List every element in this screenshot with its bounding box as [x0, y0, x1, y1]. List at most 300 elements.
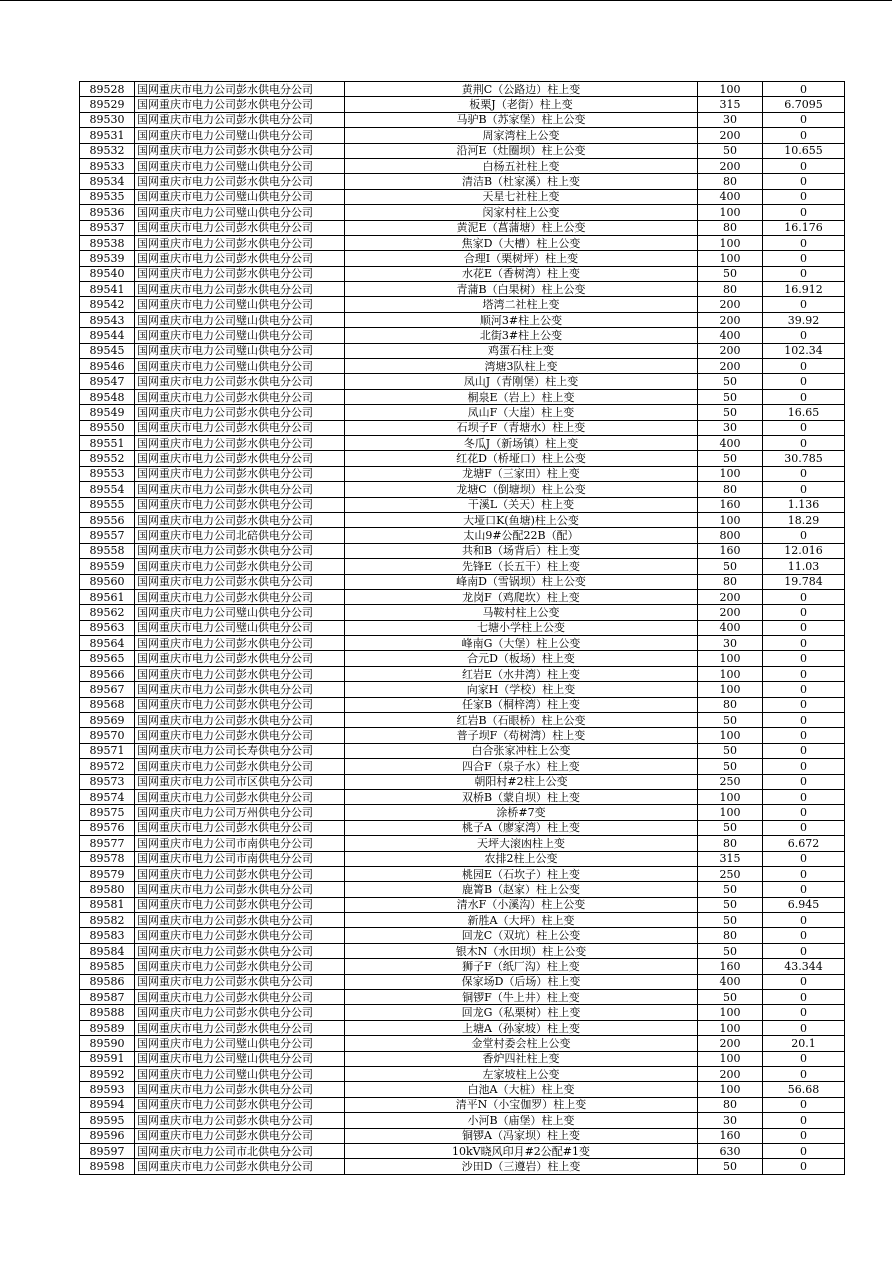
row-capacity: 200 [698, 1067, 763, 1082]
row-transformer-name: 共和B（场背后）柱上变 [345, 543, 698, 558]
row-company: 国网重庆市电力公司长寿供电分公司 [135, 743, 345, 758]
row-value: 20.1 [763, 1036, 845, 1051]
row-value: 0 [763, 1067, 845, 1082]
row-company: 国网重庆市电力公司彭水供电分公司 [135, 497, 345, 512]
table-row [80, 820, 845, 835]
row-capacity: 50 [698, 897, 763, 912]
row-id: 89554 [80, 482, 135, 497]
table-row [80, 205, 845, 220]
row-value: 6.945 [763, 897, 845, 912]
row-id: 89590 [80, 1036, 135, 1051]
row-capacity: 100 [698, 1005, 763, 1020]
row-company: 国网重庆市电力公司彭水供电分公司 [135, 451, 345, 466]
row-value: 0 [763, 235, 845, 250]
row-transformer-name: 龙岗F（鸡爬坎）柱上变 [345, 589, 698, 604]
row-id: 89536 [80, 205, 135, 220]
table-row [80, 297, 845, 312]
row-company: 国网重庆市电力公司彭水供电分公司 [135, 143, 345, 158]
row-id: 89551 [80, 435, 135, 450]
row-value: 0 [763, 158, 845, 173]
row-company: 国网重庆市电力公司璧山供电分公司 [135, 343, 345, 358]
row-transformer-name: 上塘A（孙家坡）柱上变 [345, 1020, 698, 1035]
row-capacity: 100 [698, 1020, 763, 1035]
row-id: 89580 [80, 882, 135, 897]
row-transformer-name: 白池A（大桩）柱上变 [345, 1082, 698, 1097]
table-row [80, 651, 845, 666]
row-transformer-name: 铜锣F（牛上井）柱上变 [345, 990, 698, 1005]
row-company: 国网重庆市电力公司彭水供电分公司 [135, 543, 345, 558]
row-capacity: 250 [698, 774, 763, 789]
row-capacity: 160 [698, 543, 763, 558]
table-row [80, 543, 845, 558]
row-capacity: 200 [698, 312, 763, 327]
row-company: 国网重庆市电力公司璧山供电分公司 [135, 620, 345, 635]
row-capacity: 50 [698, 713, 763, 728]
table-row [80, 682, 845, 697]
row-company: 国网重庆市电力公司彭水供电分公司 [135, 651, 345, 666]
table-row [80, 158, 845, 173]
table-row [80, 759, 845, 774]
row-transformer-name: 峰南D（雪锅坝）柱上公变 [345, 574, 698, 589]
table-row [80, 420, 845, 435]
row-transformer-name: 红岩B（石眼桥）柱上公变 [345, 713, 698, 728]
row-transformer-name: 冬瓜J（新场镇）柱上变 [345, 435, 698, 450]
row-id: 89577 [80, 836, 135, 851]
row-value: 0 [763, 482, 845, 497]
row-company: 国网重庆市电力公司璧山供电分公司 [135, 328, 345, 343]
row-id: 89591 [80, 1051, 135, 1066]
row-company: 国网重庆市电力公司市北供电分公司 [135, 1143, 345, 1158]
row-id: 89578 [80, 851, 135, 866]
row-capacity: 100 [698, 805, 763, 820]
row-id: 89545 [80, 343, 135, 358]
row-id: 89598 [80, 1159, 135, 1174]
table-row [80, 974, 845, 989]
row-value: 18.29 [763, 512, 845, 527]
row-capacity: 800 [698, 528, 763, 543]
row-capacity: 100 [698, 651, 763, 666]
row-transformer-name: 先锋E（长五干）柱上变 [345, 559, 698, 574]
row-capacity: 630 [698, 1143, 763, 1158]
row-transformer-name: 任家B（桐梓湾）柱上变 [345, 697, 698, 712]
row-company: 国网重庆市电力公司彭水供电分公司 [135, 789, 345, 804]
row-company: 国网重庆市电力公司彭水供电分公司 [135, 1159, 345, 1174]
row-capacity: 315 [698, 851, 763, 866]
row-capacity: 100 [698, 251, 763, 266]
row-company: 国网重庆市电力公司彭水供电分公司 [135, 928, 345, 943]
table-row [80, 174, 845, 189]
row-value: 1.136 [763, 497, 845, 512]
row-company: 国网重庆市电力公司璧山供电分公司 [135, 359, 345, 374]
row-company: 国网重庆市电力公司璧山供电分公司 [135, 1036, 345, 1051]
row-transformer-name: 普子坝F（苟树湾）柱上变 [345, 728, 698, 743]
table-row [80, 97, 845, 112]
transformer-table [79, 81, 845, 1175]
table-row [80, 374, 845, 389]
table-row [80, 559, 845, 574]
row-id: 89567 [80, 682, 135, 697]
table-row [80, 282, 845, 297]
row-id: 89579 [80, 866, 135, 881]
row-company: 国网重庆市电力公司彭水供电分公司 [135, 512, 345, 527]
row-value: 0 [763, 374, 845, 389]
row-transformer-name: 狮子F（纸厂沟）柱上变 [345, 959, 698, 974]
row-transformer-name: 合理I（栗树坪）柱上变 [345, 251, 698, 266]
row-id: 89553 [80, 466, 135, 481]
row-id: 89565 [80, 651, 135, 666]
row-capacity: 50 [698, 882, 763, 897]
row-id: 89563 [80, 620, 135, 635]
row-id: 89538 [80, 235, 135, 250]
row-company: 国网重庆市电力公司彭水供电分公司 [135, 882, 345, 897]
row-id: 89597 [80, 1143, 135, 1158]
table-row [80, 1128, 845, 1143]
row-company: 国网重庆市电力公司彭水供电分公司 [135, 405, 345, 420]
row-company: 国网重庆市电力公司彭水供电分公司 [135, 697, 345, 712]
row-capacity: 160 [698, 959, 763, 974]
row-company: 国网重庆市电力公司彭水供电分公司 [135, 112, 345, 127]
table-row [80, 389, 845, 404]
row-capacity: 50 [698, 389, 763, 404]
row-transformer-name: 石坝子F（青塘水）柱上变 [345, 420, 698, 435]
row-company: 国网重庆市电力公司市南供电分公司 [135, 836, 345, 851]
row-id: 89568 [80, 697, 135, 712]
row-transformer-name: 太山9#公配22B（配） [345, 528, 698, 543]
row-transformer-name: 天星七社柱上变 [345, 189, 698, 204]
table-row [80, 836, 845, 851]
row-capacity: 80 [698, 836, 763, 851]
table-row [80, 574, 845, 589]
table-row [80, 435, 845, 450]
row-id: 89571 [80, 743, 135, 758]
row-capacity: 100 [698, 1051, 763, 1066]
row-company: 国网重庆市电力公司彭水供电分公司 [135, 666, 345, 681]
top-rule [0, 0, 892, 1]
row-capacity: 400 [698, 435, 763, 450]
row-capacity: 200 [698, 359, 763, 374]
row-company: 国网重庆市电力公司璧山供电分公司 [135, 297, 345, 312]
row-id: 89541 [80, 282, 135, 297]
table-row [80, 512, 845, 527]
row-capacity: 30 [698, 636, 763, 651]
row-id: 89594 [80, 1097, 135, 1112]
row-transformer-name: 干溪L（关天）柱上变 [345, 497, 698, 512]
table-row [80, 605, 845, 620]
row-capacity: 315 [698, 97, 763, 112]
row-id: 89564 [80, 636, 135, 651]
table-row [80, 866, 845, 881]
row-value: 0 [763, 174, 845, 189]
table-row [80, 451, 845, 466]
row-company: 国网重庆市电力公司彭水供电分公司 [135, 728, 345, 743]
row-capacity: 200 [698, 605, 763, 620]
row-company: 国网重庆市电力公司彭水供电分公司 [135, 1020, 345, 1035]
table-row [80, 466, 845, 481]
row-id: 89559 [80, 559, 135, 574]
row-transformer-name: 白合张家冲柱上公变 [345, 743, 698, 758]
row-company: 国网重庆市电力公司彭水供电分公司 [135, 1113, 345, 1128]
row-id: 89533 [80, 158, 135, 173]
row-capacity: 30 [698, 420, 763, 435]
table-row [80, 220, 845, 235]
row-company: 国网重庆市电力公司彭水供电分公司 [135, 420, 345, 435]
row-company: 国网重庆市电力公司璧山供电分公司 [135, 158, 345, 173]
row-company: 国网重庆市电力公司璧山供电分公司 [135, 312, 345, 327]
row-id: 89530 [80, 112, 135, 127]
row-value: 0 [763, 1143, 845, 1158]
table-body [80, 82, 845, 1175]
row-transformer-name: 农排2柱上公变 [345, 851, 698, 866]
row-value: 0 [763, 251, 845, 266]
row-id: 89543 [80, 312, 135, 327]
table-row [80, 251, 845, 266]
row-transformer-name: 焦家D（大槽）柱上公变 [345, 235, 698, 250]
table-row [80, 851, 845, 866]
row-value: 0 [763, 974, 845, 989]
row-value: 0 [763, 713, 845, 728]
table-row [80, 328, 845, 343]
row-company: 国网重庆市电力公司璧山供电分公司 [135, 189, 345, 204]
table-row [80, 405, 845, 420]
row-capacity: 80 [698, 174, 763, 189]
row-company: 国网重庆市电力公司彭水供电分公司 [135, 282, 345, 297]
row-company: 国网重庆市电力公司彭水供电分公司 [135, 1082, 345, 1097]
row-value: 0 [763, 866, 845, 881]
row-value: 0 [763, 389, 845, 404]
row-company: 国网重庆市电力公司彭水供电分公司 [135, 266, 345, 281]
row-value: 0 [763, 1051, 845, 1066]
row-id: 89574 [80, 789, 135, 804]
row-value: 0 [763, 743, 845, 758]
row-id: 89576 [80, 820, 135, 835]
row-value: 0 [763, 728, 845, 743]
row-transformer-name: 合元D（板场）柱上变 [345, 651, 698, 666]
row-transformer-name: 香炉四社柱上变 [345, 1051, 698, 1066]
row-value: 0 [763, 1128, 845, 1143]
row-company: 国网重庆市电力公司彭水供电分公司 [135, 574, 345, 589]
row-transformer-name: 沿河E（灶圈坝）柱上公变 [345, 143, 698, 158]
row-value: 16.65 [763, 405, 845, 420]
row-capacity: 80 [698, 574, 763, 589]
row-capacity: 100 [698, 512, 763, 527]
row-value: 0 [763, 943, 845, 958]
row-company: 国网重庆市电力公司彭水供电分公司 [135, 174, 345, 189]
row-id: 89572 [80, 759, 135, 774]
table-row [80, 882, 845, 897]
row-transformer-name: 清水F（小溪沟）柱上公变 [345, 897, 698, 912]
row-id: 89555 [80, 497, 135, 512]
row-value: 0 [763, 1159, 845, 1174]
row-transformer-name: 铜锣A（冯家坝）柱上变 [345, 1128, 698, 1143]
row-value: 0 [763, 589, 845, 604]
row-capacity: 30 [698, 112, 763, 127]
row-id: 89552 [80, 451, 135, 466]
table-row [80, 482, 845, 497]
row-capacity: 80 [698, 928, 763, 943]
row-value: 0 [763, 189, 845, 204]
row-value: 0 [763, 759, 845, 774]
row-capacity: 50 [698, 743, 763, 758]
row-id: 89548 [80, 389, 135, 404]
row-company: 国网重庆市电力公司彭水供电分公司 [135, 482, 345, 497]
table-row [80, 1020, 845, 1035]
row-company: 国网重庆市电力公司彭水供电分公司 [135, 1097, 345, 1112]
row-transformer-name: 银木N（水田坝）柱上公变 [345, 943, 698, 958]
row-transformer-name: 桃园E（石坎子）柱上变 [345, 866, 698, 881]
row-value: 0 [763, 620, 845, 635]
row-company: 国网重庆市电力公司彭水供电分公司 [135, 713, 345, 728]
table-row [80, 897, 845, 912]
row-value: 0 [763, 328, 845, 343]
row-transformer-name: 天坪大滚凼柱上变 [345, 836, 698, 851]
row-id: 89550 [80, 420, 135, 435]
row-id: 89562 [80, 605, 135, 620]
row-company: 国网重庆市电力公司彭水供电分公司 [135, 682, 345, 697]
row-capacity: 200 [698, 297, 763, 312]
row-company: 国网重庆市电力公司彭水供电分公司 [135, 866, 345, 881]
row-value: 0 [763, 789, 845, 804]
row-company: 国网重庆市电力公司彭水供电分公司 [135, 913, 345, 928]
row-value: 30.785 [763, 451, 845, 466]
row-capacity: 400 [698, 974, 763, 989]
row-company: 国网重庆市电力公司市南供电分公司 [135, 851, 345, 866]
row-company: 国网重庆市电力公司璧山供电分公司 [135, 1051, 345, 1066]
row-capacity: 100 [698, 1082, 763, 1097]
row-transformer-name: 黄泥E（菖蒲塘）柱上公变 [345, 220, 698, 235]
row-transformer-name: 涂桥#7变 [345, 805, 698, 820]
row-transformer-name: 凤山F（大崖）柱上变 [345, 405, 698, 420]
row-id: 89560 [80, 574, 135, 589]
table-row [80, 312, 845, 327]
row-transformer-name: 水花E（香树湾）柱上变 [345, 266, 698, 281]
table-row [80, 666, 845, 681]
row-capacity: 200 [698, 1036, 763, 1051]
row-capacity: 100 [698, 82, 763, 97]
row-id: 89596 [80, 1128, 135, 1143]
row-company: 国网重庆市电力公司彭水供电分公司 [135, 1005, 345, 1020]
row-id: 89557 [80, 528, 135, 543]
row-id: 89529 [80, 97, 135, 112]
row-transformer-name: 顺河3#柱上公变 [345, 312, 698, 327]
row-value: 0 [763, 1113, 845, 1128]
table-row [80, 343, 845, 358]
row-id: 89587 [80, 990, 135, 1005]
row-company: 国网重庆市电力公司璧山供电分公司 [135, 128, 345, 143]
row-value: 0 [763, 82, 845, 97]
row-value: 0 [763, 435, 845, 450]
row-transformer-name: 桐泉E（岩上）柱上变 [345, 389, 698, 404]
row-company: 国网重庆市电力公司彭水供电分公司 [135, 636, 345, 651]
row-id: 89582 [80, 913, 135, 928]
row-transformer-name: 新胜A（大坪）柱上变 [345, 913, 698, 928]
row-company: 国网重庆市电力公司彭水供电分公司 [135, 974, 345, 989]
row-capacity: 50 [698, 990, 763, 1005]
table-row [80, 713, 845, 728]
row-id: 89546 [80, 359, 135, 374]
table-row [80, 774, 845, 789]
row-transformer-name: 马驴B（苏家堡）柱上公变 [345, 112, 698, 127]
table-row [80, 1159, 845, 1174]
row-value: 0 [763, 466, 845, 481]
row-id: 89586 [80, 974, 135, 989]
row-transformer-name: 塔湾二社柱上变 [345, 297, 698, 312]
row-transformer-name: 湾塘3队柱上变 [345, 359, 698, 374]
row-company: 国网重庆市电力公司彭水供电分公司 [135, 220, 345, 235]
table-row [80, 620, 845, 635]
row-value: 0 [763, 359, 845, 374]
row-value: 0 [763, 636, 845, 651]
row-transformer-name: 红岩E（水井湾）柱上变 [345, 666, 698, 681]
table-row [80, 959, 845, 974]
row-capacity: 250 [698, 866, 763, 881]
table-row [80, 1051, 845, 1066]
row-company: 国网重庆市电力公司彭水供电分公司 [135, 897, 345, 912]
row-id: 89547 [80, 374, 135, 389]
table-row [80, 1143, 845, 1158]
row-value: 0 [763, 928, 845, 943]
row-transformer-name: 龙塘F（三家田）柱上变 [345, 466, 698, 481]
row-id: 89539 [80, 251, 135, 266]
row-value: 6.7095 [763, 97, 845, 112]
row-company: 国网重庆市电力公司彭水供电分公司 [135, 466, 345, 481]
row-value: 56.68 [763, 1082, 845, 1097]
row-company: 国网重庆市电力公司璧山供电分公司 [135, 1067, 345, 1082]
table-row [80, 189, 845, 204]
row-company: 国网重庆市电力公司彭水供电分公司 [135, 943, 345, 958]
row-transformer-name: 七塘小学柱上公变 [345, 620, 698, 635]
row-company: 国网重庆市电力公司彭水供电分公司 [135, 251, 345, 266]
row-value: 0 [763, 297, 845, 312]
row-transformer-name: 清平N（小宝伽罗）柱上变 [345, 1097, 698, 1112]
row-company: 国网重庆市电力公司彭水供电分公司 [135, 389, 345, 404]
row-id: 89532 [80, 143, 135, 158]
row-value: 16.176 [763, 220, 845, 235]
row-transformer-name: 马鞍村柱上公变 [345, 605, 698, 620]
table-row [80, 128, 845, 143]
table-row [80, 589, 845, 604]
row-company: 国网重庆市电力公司彭水供电分公司 [135, 82, 345, 97]
row-transformer-name: 左家坡柱上公变 [345, 1067, 698, 1082]
row-capacity: 80 [698, 697, 763, 712]
row-value: 0 [763, 913, 845, 928]
row-value: 0 [763, 266, 845, 281]
row-transformer-name: 桃子A（廖家湾）柱上变 [345, 820, 698, 835]
row-transformer-name: 清洁B（杜家溪）柱上变 [345, 174, 698, 189]
row-transformer-name: 青蒲B（白果树）柱上公变 [345, 282, 698, 297]
row-capacity: 100 [698, 235, 763, 250]
row-company: 国网重庆市电力公司彭水供电分公司 [135, 759, 345, 774]
row-value: 12.016 [763, 543, 845, 558]
row-company: 国网重庆市电力公司璧山供电分公司 [135, 605, 345, 620]
row-capacity: 50 [698, 405, 763, 420]
row-value: 0 [763, 528, 845, 543]
row-transformer-name: 红花D（桥垭口）柱上公变 [345, 451, 698, 466]
row-id: 89558 [80, 543, 135, 558]
row-transformer-name: 闵家村柱上公变 [345, 205, 698, 220]
table-row [80, 943, 845, 958]
row-value: 0 [763, 1020, 845, 1035]
row-transformer-name: 10kV晓风印月#2公配#1变 [345, 1143, 698, 1158]
row-transformer-name: 回龙G（私栗树）柱上变 [345, 1005, 698, 1020]
row-id: 89585 [80, 959, 135, 974]
row-capacity: 200 [698, 343, 763, 358]
row-capacity: 80 [698, 220, 763, 235]
row-capacity: 160 [698, 1128, 763, 1143]
row-value: 10.655 [763, 143, 845, 158]
row-id: 89573 [80, 774, 135, 789]
row-capacity: 200 [698, 128, 763, 143]
row-value: 0 [763, 851, 845, 866]
